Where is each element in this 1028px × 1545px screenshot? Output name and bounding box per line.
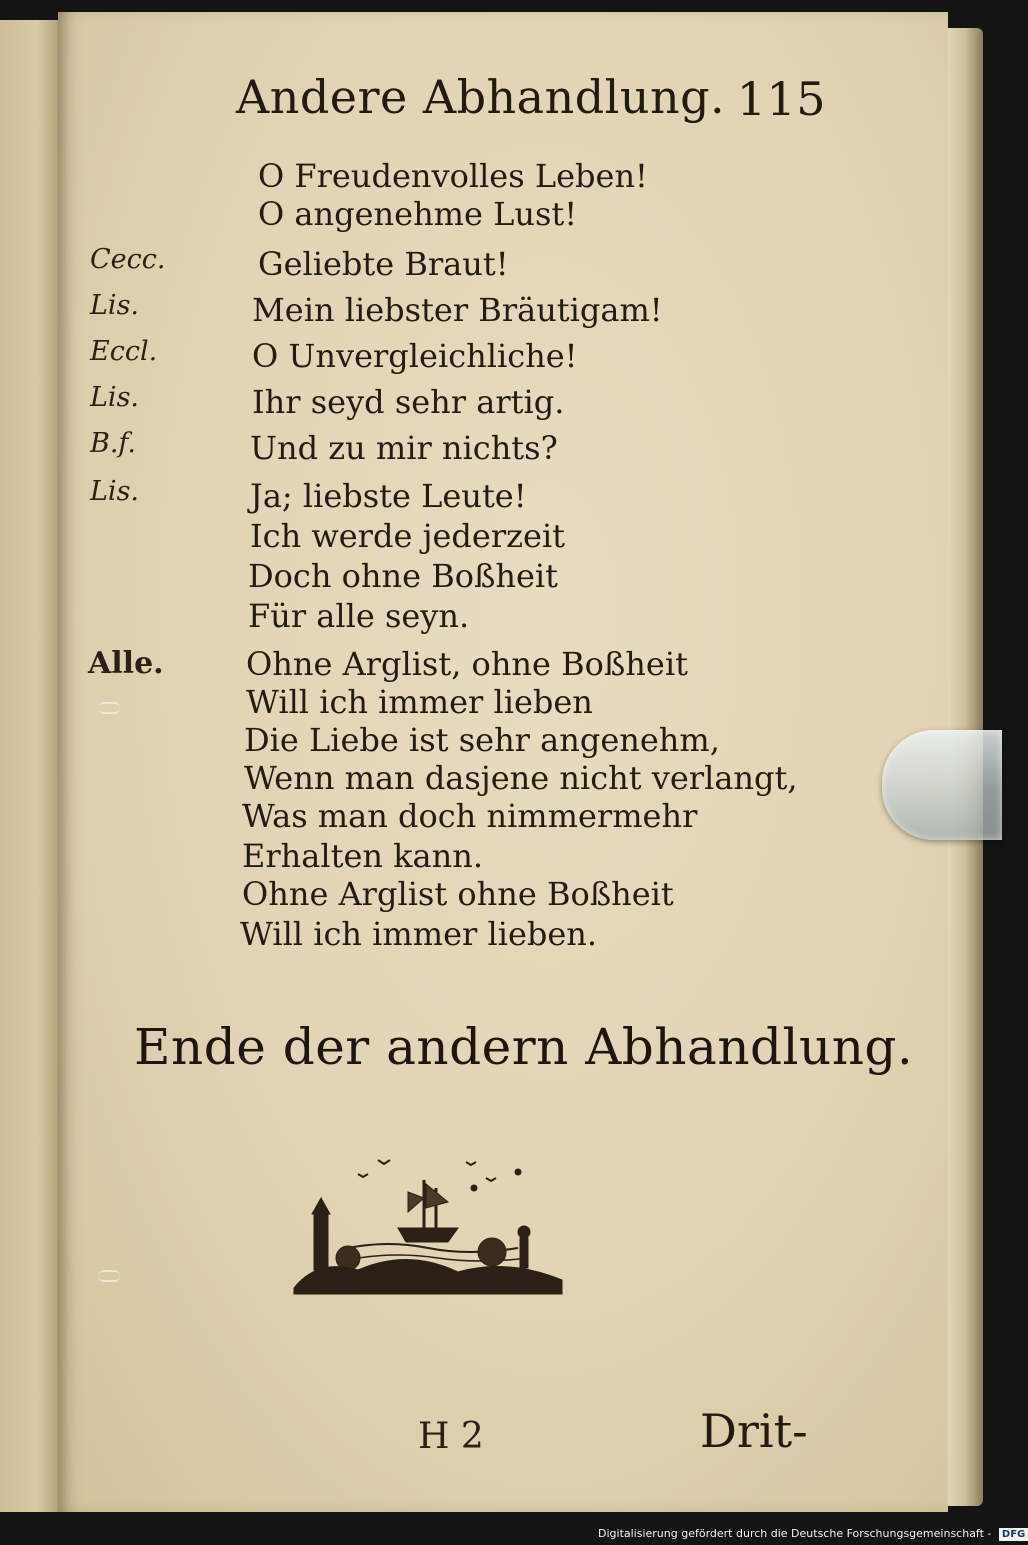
verse-line: Doch ohne Boßheit bbox=[248, 557, 559, 595]
speaker-label: Eccl. bbox=[90, 336, 158, 367]
verse-line: Mein liebster Bräutigam! bbox=[252, 291, 663, 329]
page-clip bbox=[882, 730, 1002, 840]
dfg-logo: DFG bbox=[999, 1528, 1028, 1541]
verse-line: Ja; liebste Leute! bbox=[250, 477, 527, 515]
footer-credit bbox=[598, 1527, 1028, 1543]
speaker-label: B.f. bbox=[90, 428, 137, 459]
verse-line: Die Liebe ist sehr angenehm, bbox=[244, 721, 720, 759]
signature-mark: H 2 bbox=[418, 1416, 484, 1457]
speaker-label: Alle. bbox=[88, 646, 164, 681]
binding-thread bbox=[98, 1270, 120, 1282]
facing-page-edge bbox=[0, 20, 62, 1512]
verse-line: Ich werde jederzeit bbox=[250, 517, 566, 555]
footer-credit-text: Digitalisierung gefördert durch die Deutsche Forschungsgemeinschaft - bbox=[598, 1527, 992, 1540]
verse-line: Erhalten kann. bbox=[242, 837, 484, 875]
verse-line: Wenn man dasjene nicht verlangt, bbox=[244, 759, 798, 797]
verse-line: Was man doch nimmermehr bbox=[242, 797, 698, 835]
verse-line: Und zu mir nichts? bbox=[250, 429, 558, 467]
page-number: 115 bbox=[736, 72, 826, 126]
verse-line: Ohne Arglist, ohne Boßheit bbox=[246, 645, 688, 683]
speaker-label: Lis. bbox=[90, 290, 140, 321]
woodcut-vignette bbox=[288, 1148, 568, 1298]
verse-line: O Freudenvolles Leben! bbox=[258, 157, 648, 195]
speaker-label: Lis. bbox=[90, 476, 140, 507]
verse-line: Will ich immer lieben. bbox=[240, 915, 598, 953]
verse-line: O angenehme Lust! bbox=[258, 195, 578, 233]
act-end-heading: Ende der andern Abhandlung. bbox=[134, 1018, 914, 1076]
speaker-label: Cecc. bbox=[90, 244, 166, 275]
verse-line: Für alle seyn. bbox=[248, 597, 470, 635]
running-head bbox=[236, 70, 826, 130]
verse-line: Will ich immer lieben bbox=[246, 683, 593, 721]
verse-line: Ihr seyd sehr artig. bbox=[252, 383, 565, 421]
catchword: Drit- bbox=[700, 1404, 808, 1458]
speaker-label: Lis. bbox=[90, 382, 140, 413]
verse-line: O Unvergleichliche! bbox=[252, 337, 578, 375]
running-head-title: Andere Abhandlung. bbox=[236, 70, 726, 124]
verse-line: Geliebte Braut! bbox=[258, 245, 509, 283]
verse-line: Ohne Arglist ohne Boßheit bbox=[242, 875, 674, 913]
binding-thread bbox=[98, 702, 120, 714]
